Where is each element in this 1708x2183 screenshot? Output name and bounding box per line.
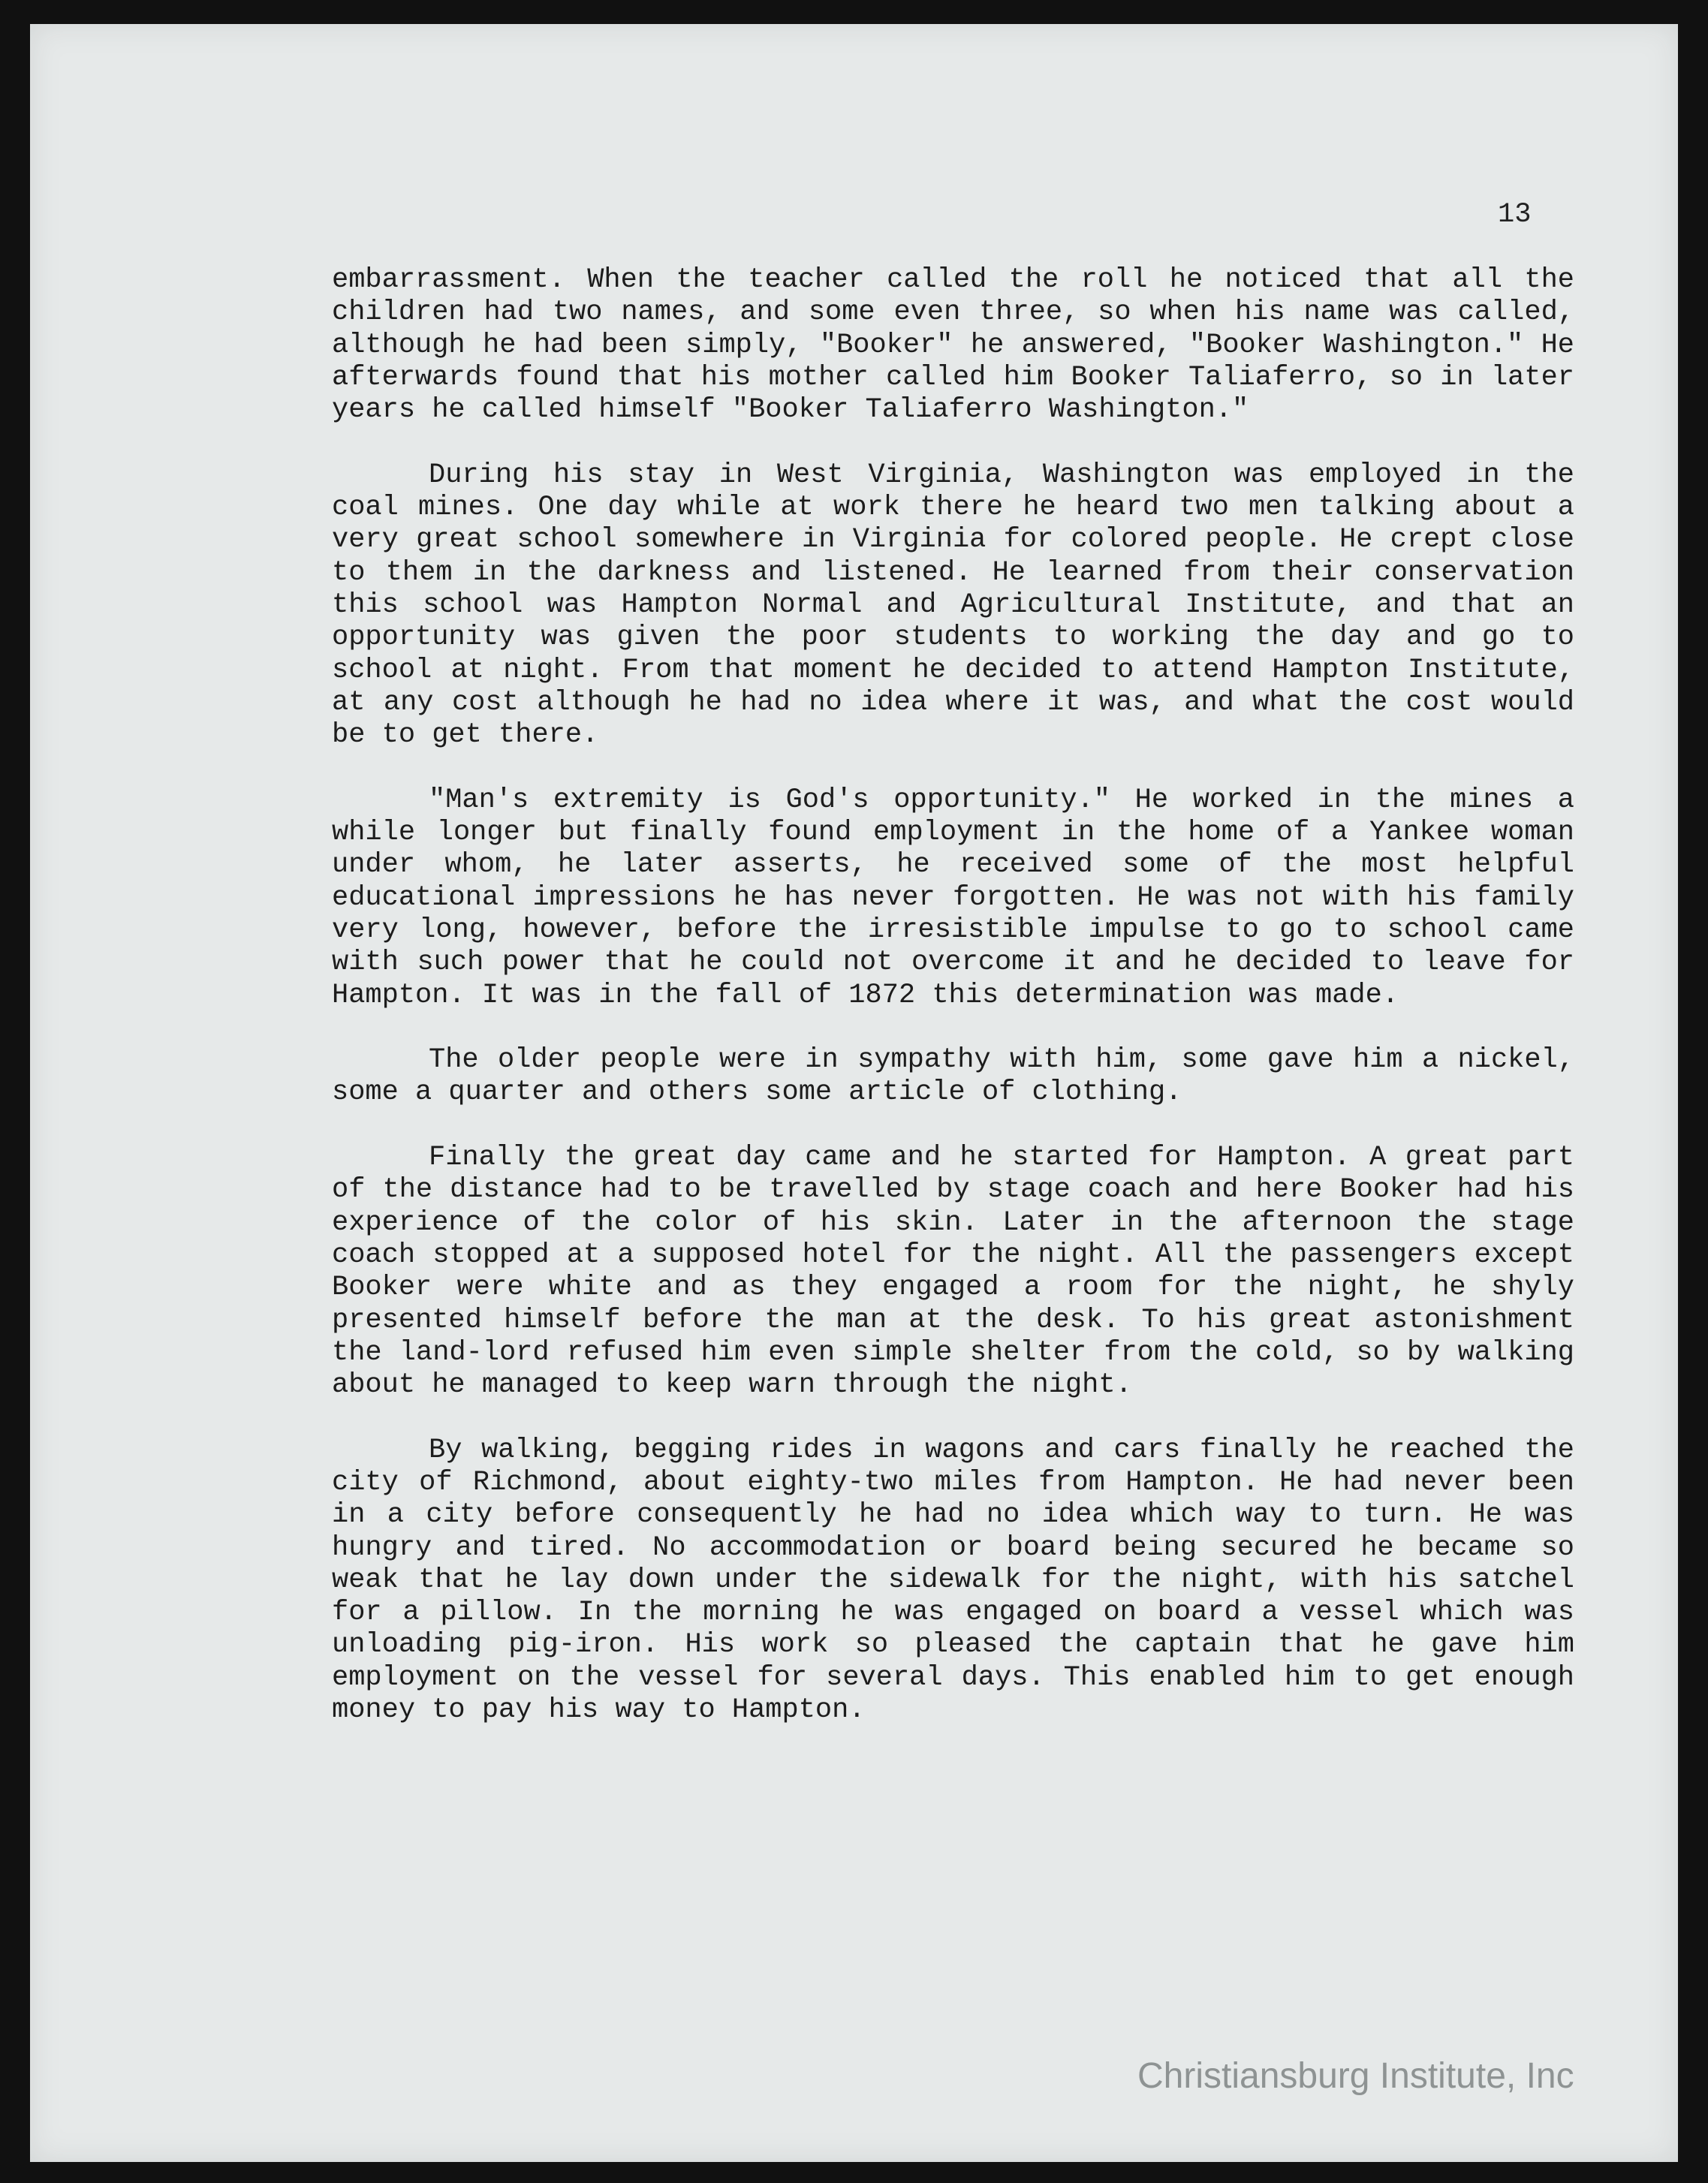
watermark: Christiansburg Institute, Inc bbox=[1137, 2056, 1574, 2096]
paragraph: By walking, begging rides in wagons and cars finally he reached the city of Richmond, about eighty-two miles from Hampton. He had never been in a city before consequently he had no idea which way to turn. He was hungry and tired. No accommodation or board being secured he became so weak that he lay down under the sidewalk for the night, with his satchel for a pillow. In the morning he was engaged on board a vessel which was unloading pig-iron. His work so pleased the captain that he gave him employment on the vessel for several days. This enabled him to get enough money to pay his way to Hampton. bbox=[332, 1434, 1574, 1727]
page-number: 13 bbox=[1498, 199, 1532, 230]
document-page bbox=[30, 24, 1678, 2162]
paragraph: embarrassment. When the teacher called the roll he noticed that all the children had two names, and some even three, so when his name was called, although he had been simply, "Booker" he answered, "Booker Washington." He afterwards found that his mother called him Booker Taliaferro, so in later years he called himself "Booker Taliaferro Washington." bbox=[332, 264, 1574, 426]
paragraph: During his stay in West Virginia, Washington was employed in the coal mines. One day while at work there he heard two men talking about a very great school somewhere in Virginia for colored people. He crept close to them in the darkness and listened. He learned from their conservation this school was Hampton Normal and Agricultural Institute, and that an opportunity was given the poor students to working the day and go to school at night. From that moment he decided to attend Hampton Institute, at any cost although he had no idea where it was, and what the cost would be to get there. bbox=[332, 459, 1574, 751]
paragraph: "Man's extremity is God's opportunity." He worked in the mines a while longer but finally found employment in the home of a Yankee woman under whom, he later asserts, he received some of the most helpful educational impressions he has never forgotten. He was not with his family very long, however, before the irresistible impulse to go to school came with such power that he could not overcome it and he decided to leave for Hampton. It was in the fall of 1872 this determination was made. bbox=[332, 784, 1574, 1011]
body-text bbox=[332, 264, 1574, 1760]
paragraph: The older people were in sympathy with him, some gave him a nickel, some a quarter and others some article of clothing. bbox=[332, 1044, 1574, 1109]
paragraph: Finally the great day came and he started for Hampton. A great part of the distance had to be travelled by stage coach and here Booker had his experience of the color of his skin. Later in the afternoon the stage coach stopped at a supposed hotel for the night. All the passengers except Booker were white and as they engaged a room for the night, he shyly presented himself before the man at the desk. To his great astonishment the land-lord refused him even simple shelter from the cold, so by walking about he managed to keep warn through the night. bbox=[332, 1142, 1574, 1402]
